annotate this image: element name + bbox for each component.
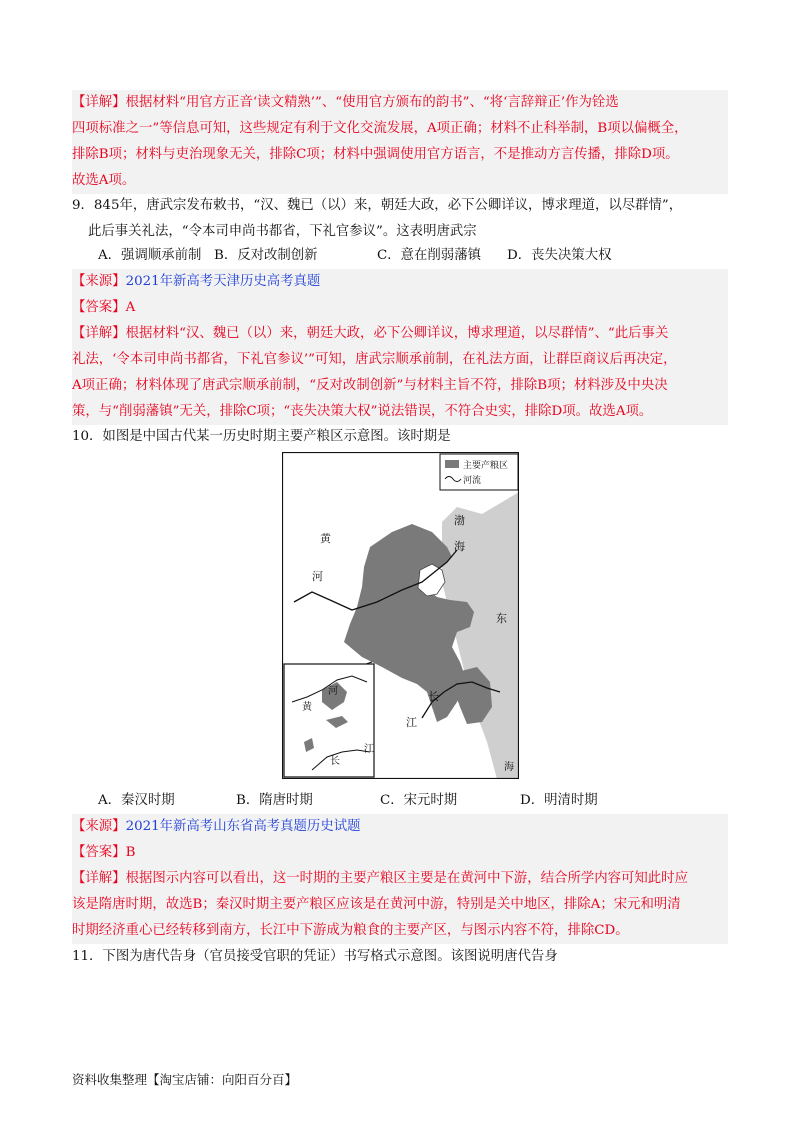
q9-source-text: 2021年新高考天津历史高考真题	[125, 274, 321, 289]
q11-stem: 11．下图为唐代告身（官员接受官职的凭证）书写格式示意图。该图说明唐代告身	[72, 949, 558, 964]
q9-option-a: A．强调顺承前制	[98, 248, 202, 263]
q10-answer-tag: 【答案】	[72, 845, 126, 860]
q8-detail-line: 排除B项；材料与吏治现象无关，排除C项；材料中强调使用官方语言，不是推动方言传播，排除D项。	[72, 147, 679, 162]
q9-stem-line: 9．845年，唐武宗发布敕书，“汉、魏已（以）来，朝廷大政，必下公卿详议，博求理道，以尽群情”，	[72, 198, 683, 213]
label-he: 河	[312, 570, 323, 583]
label-jiang: 江	[406, 716, 417, 729]
q10-source-text: 2021年新高考山东省高考真题历史试题	[125, 819, 361, 834]
q10-detail	[72, 866, 728, 944]
q10-stem: 10．如图是中国古代某一历史时期主要产粮区示意图。该时期是	[72, 429, 451, 444]
label-huang: 黄	[320, 532, 331, 545]
q8-detail	[72, 90, 728, 194]
label-hai2: 海	[504, 762, 514, 773]
label-inset-huang: 黄	[302, 702, 312, 713]
q10-detail-line: 时期经济重心已经转移到南方，长江中下游成为粮食的主要产区，与图示内容不符，排除CD。	[72, 923, 629, 938]
q8-detail-line: 四项标准之一”等信息可知，这些规定有利于文化交流发展，A项正确；材料不止科举制，B项以偏概全，	[72, 121, 688, 136]
q10-detail-line: 根据图示内容可以看出，这一时期的主要产粮区主要是在黄河中下游，结合所学内容可知此时应	[125, 871, 688, 886]
q10-detail-line: 该是隋唐时期，故选B；秦汉时期主要产粮区应该是在黄河中游，特别是关中地区，排除A；宋元和明清	[72, 897, 681, 912]
label-inset-he: 河	[328, 686, 338, 697]
label-inset-chang: 长	[330, 756, 340, 767]
q10-option-d: D．明清时期	[520, 793, 598, 808]
q10-source	[72, 814, 728, 840]
label-inset-jiang: 江	[364, 744, 374, 755]
q10-detail-tag: 【详解】	[72, 871, 126, 886]
q8-detail-line: 故选A项。	[72, 173, 136, 188]
q8-detail-line: 根据材料“用官方正音‘读文精熟’”、“使用官方颁布的韵书”、“将‘言辞辩正’作为铨选	[125, 95, 619, 110]
q9-answer	[72, 295, 728, 321]
legend-area-label: 主要产粮区	[463, 461, 509, 471]
legend-river-label: 河流	[463, 476, 482, 486]
q10-option-a: A．秦汉时期	[98, 793, 175, 808]
q10-option-b: B．隋唐时期	[236, 793, 313, 808]
q9-answer-tag: 【答案】	[72, 300, 126, 315]
q9-detail-tag: 【详解】	[72, 326, 126, 341]
q9-option-b: B．反对改制创新	[214, 248, 318, 263]
q9-options	[98, 243, 718, 269]
q8-detail-tag: 【详解】	[72, 95, 126, 110]
q9-detail-line: 礼法，‘令本司申尚书都省，下礼官参议’”可知，唐武宗顺承前制，在礼法方面，让群臣商议后再决定，	[72, 352, 677, 367]
q9-source-tag: 【来源】	[72, 274, 126, 289]
q10-answer-value: B	[125, 845, 136, 860]
q9-source	[72, 269, 728, 295]
label-chang: 长	[428, 690, 439, 703]
legend-area-swatch	[445, 460, 459, 468]
q9-option-c: C．意在削弱藩镇	[377, 248, 481, 263]
peninsula-area	[418, 564, 445, 596]
q9-answer-value: A	[125, 300, 136, 315]
q9-detail-line: A项正确；材料体现了唐武宗顺承前制，“反对改制创新”与材料主旨不符，排除B项；材料涉及中央决	[72, 378, 668, 393]
q10-answer	[72, 840, 728, 866]
q10-option-c: C．宋元时期	[380, 793, 458, 808]
q9-detail-line: 根据材料“汉、魏已（以）来，朝廷大政，必下公卿详议，博求理道，以尽群情”、“此后事关	[125, 326, 669, 341]
q9-stem	[72, 193, 728, 245]
q9-detail-line: 策，与“削弱藩镇”无关，排除C项；“丧失决策大权”说法错误，不符合史实，排除D项。故选A项。	[72, 404, 653, 419]
q10-options	[98, 788, 718, 814]
label-hai: 海	[454, 540, 465, 553]
grain-region-map	[282, 452, 519, 779]
q9-detail	[72, 321, 728, 425]
label-bo: 渤	[454, 514, 465, 527]
map-figure	[282, 452, 519, 779]
q10-source-tag: 【来源】	[72, 819, 126, 834]
q9-option-d: D．丧失决策大权	[507, 248, 612, 263]
q9-stem-line: 此后事关礼法，“令本司申尚书都省，下礼官参议”。这表明唐武宗	[88, 224, 477, 239]
label-dong: 东	[496, 612, 507, 625]
page-footer: 资料收集整理【淘宝店铺：向阳百分百】	[72, 1072, 298, 1087]
